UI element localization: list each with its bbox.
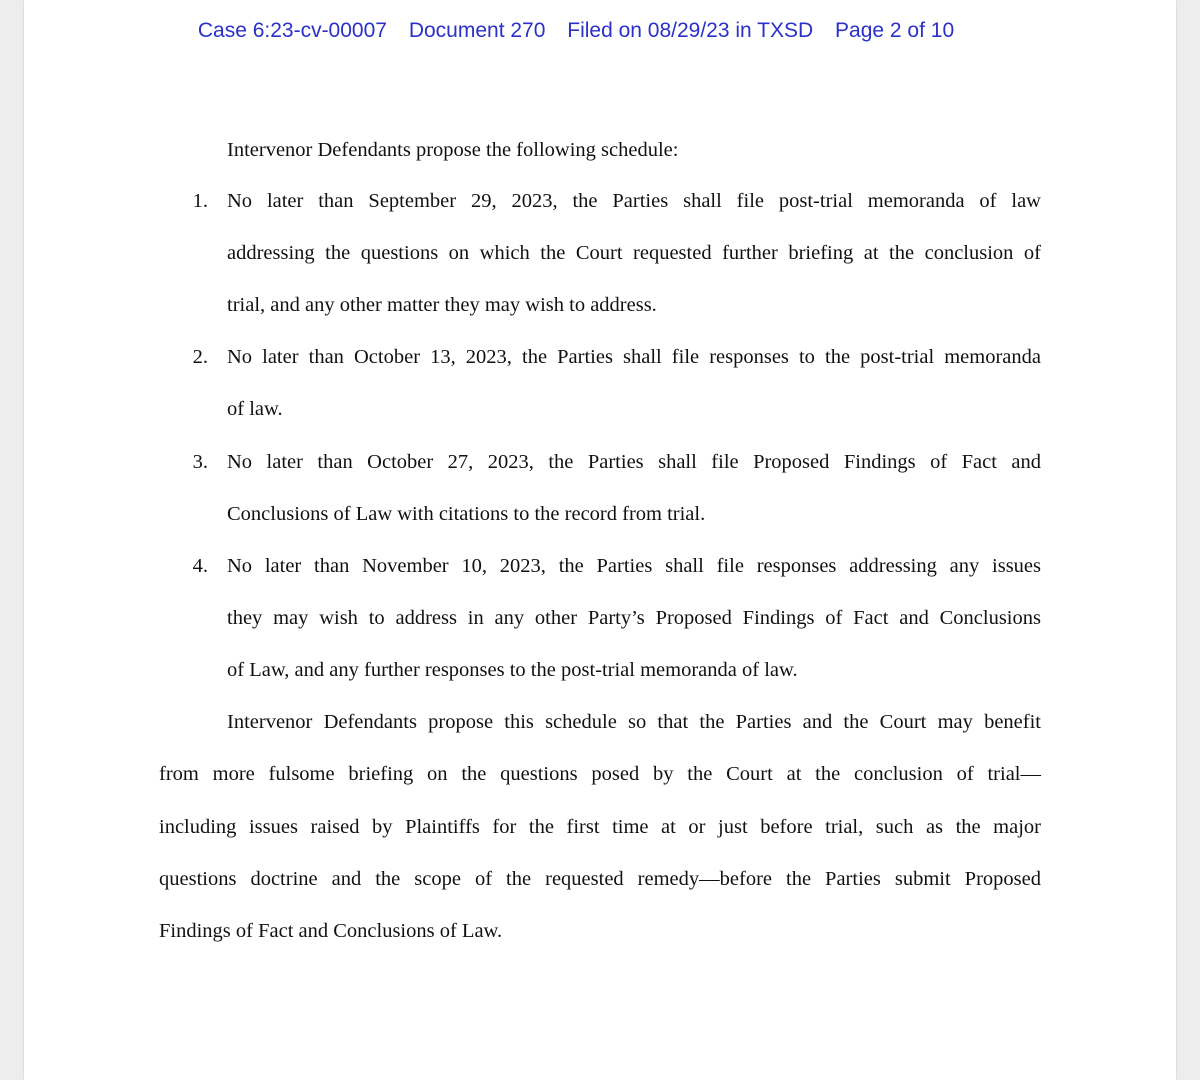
page-indicator: Page 2 of 10 xyxy=(835,19,955,42)
filed-date: Filed on 08/29/23 in TXSD xyxy=(567,19,814,42)
closing-line-2: from more fulsome briefing on the questions posed by the Court at the conclusion of trial— xyxy=(159,763,1041,785)
item-1-number: 1. xyxy=(192,190,208,212)
closing-line-4: questions doctrine and the scope of the requested remedy—before the Parties submit Proposed xyxy=(159,868,1041,890)
item-2-line-1: No later than October 13, 2023, the Parties shall file responses to the post-trial memoranda xyxy=(227,346,1041,368)
item-2-line-2: of law. xyxy=(227,398,283,420)
item-3-line-1: No later than October 27, 2023, the Parties shall file Proposed Findings of Fact and xyxy=(227,451,1041,473)
item-1-line-3: trial, and any other matter they may wish to address. xyxy=(227,294,657,316)
ecf-header xyxy=(0,19,1176,43)
item-3-number: 3. xyxy=(192,451,208,473)
case-number: Case 6:23-cv-00007 xyxy=(197,19,387,42)
document-number: Document 270 xyxy=(408,19,546,42)
closing-line-5: Findings of Fact and Conclusions of Law. xyxy=(159,920,503,942)
item-1-line-2: addressing the questions on which the Court requested further briefing at the conclusion of xyxy=(227,242,1041,264)
item-3-line-2: Conclusions of Law with citations to the record from trial. xyxy=(227,503,706,525)
item-4-line-1: No later than November 10, 2023, the Parties shall file responses addressing any issues xyxy=(227,555,1041,577)
item-2-number: 2. xyxy=(192,346,208,368)
closing-line-1: Intervenor Defendants propose this schedule so that the Parties and the Court may benefit xyxy=(227,711,1041,733)
item-4-line-2: they may wish to address in any other Party’s Proposed Findings of Fact and Conclusions xyxy=(227,607,1041,629)
document-page xyxy=(24,0,1176,1080)
item-4-line-3: of Law, and any further responses to the post-trial memoranda of law. xyxy=(227,659,798,681)
closing-line-3: including issues raised by Plaintiffs for the first time at or just before trial, such as the major xyxy=(159,816,1041,838)
item-4-number: 4. xyxy=(192,555,208,577)
intro-text: Intervenor Defendants propose the following schedule: xyxy=(227,139,679,161)
item-1-line-1: No later than September 29, 2023, the Parties shall file post-trial memoranda of law xyxy=(227,190,1041,212)
